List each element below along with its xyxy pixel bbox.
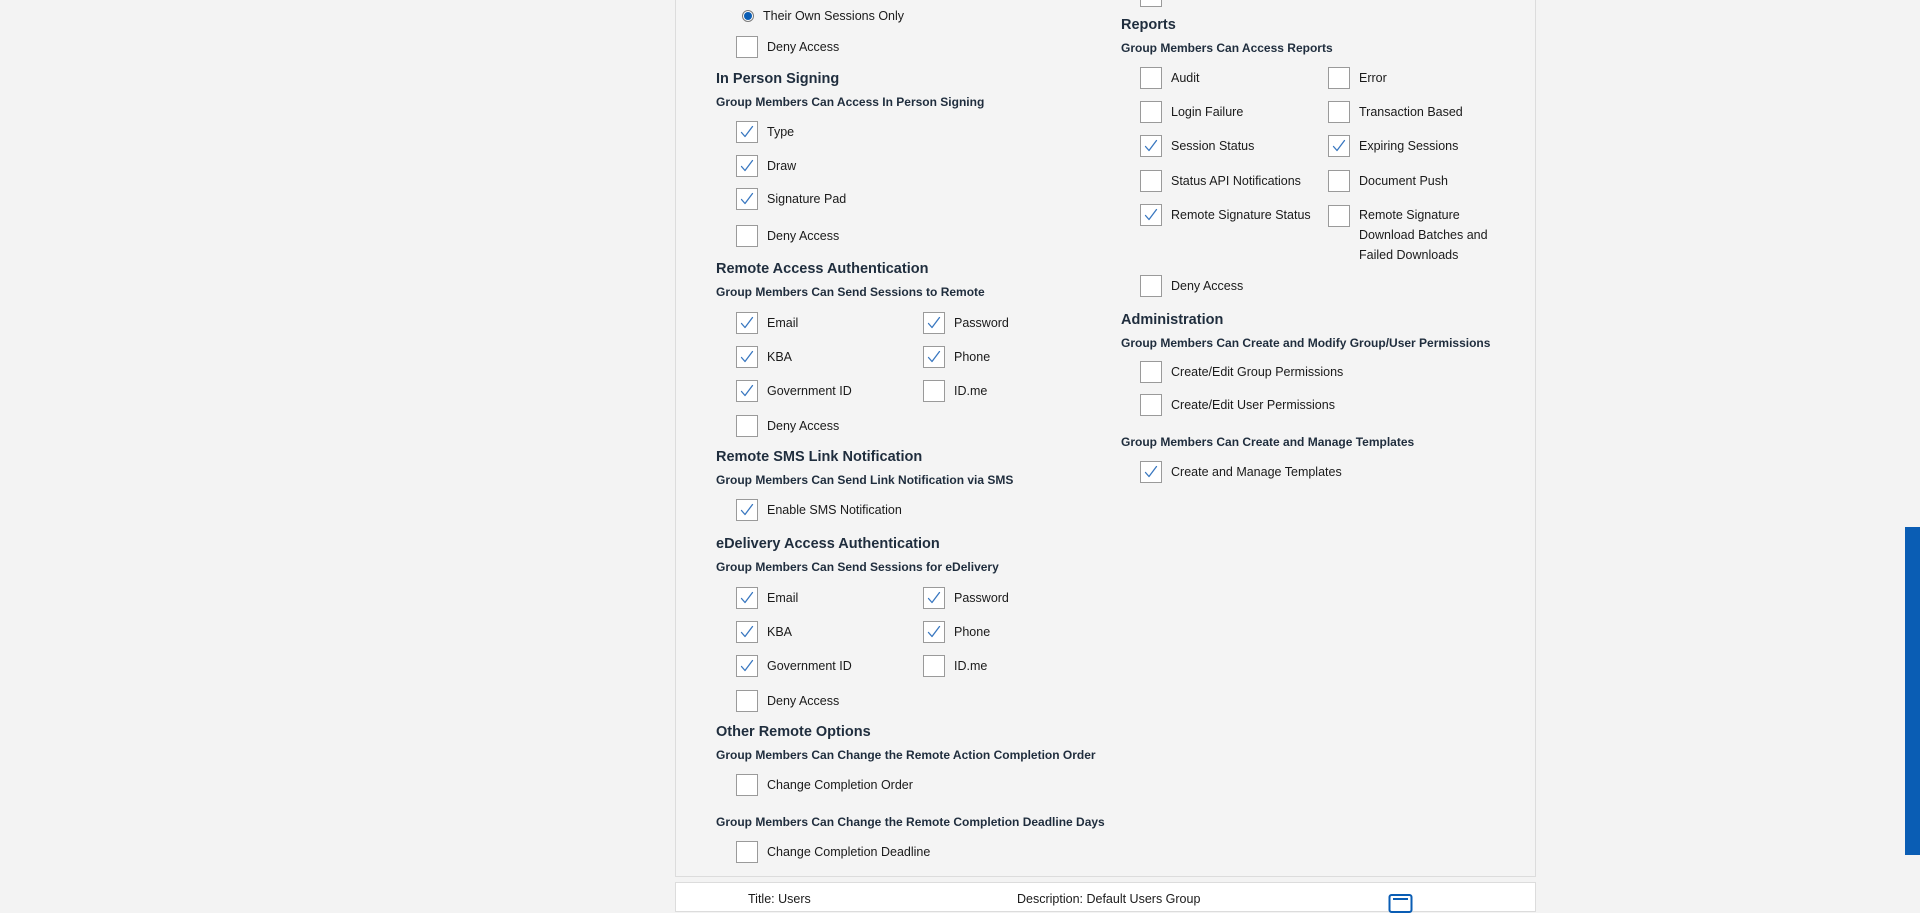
check-icon (926, 624, 942, 640)
checkbox-remote-deny[interactable]: Deny Access (736, 415, 839, 437)
checkbox[interactable] (1140, 0, 1162, 7)
checkbox-change-completion-deadline[interactable]: Change Completion Deadline (736, 841, 930, 863)
check-icon (739, 315, 755, 331)
check-icon (739, 349, 755, 365)
checkbox-report-login-failure[interactable]: Login Failure (1140, 101, 1243, 123)
checkbox-edelivery-phone[interactable]: Phone (923, 621, 990, 643)
check-icon (1143, 207, 1159, 223)
checkbox[interactable] (736, 587, 758, 609)
checkbox[interactable] (1140, 361, 1162, 383)
checkbox-report-deny[interactable]: Deny Access (1140, 275, 1243, 297)
checkbox[interactable] (736, 36, 758, 58)
checkbox-create-edit-group-permissions[interactable]: Create/Edit Group Permissions (1140, 361, 1343, 383)
checkbox-in-person-type[interactable]: Type (736, 121, 794, 143)
check-icon (926, 349, 942, 365)
check-icon (739, 624, 755, 640)
section-title-reports: Reports (1121, 17, 1176, 33)
checkbox-edelivery-email[interactable]: Email (736, 587, 798, 609)
group-description: Description: Default Users Group (1017, 892, 1201, 906)
checkbox-report-expiring-sessions[interactable]: Expiring Sessions (1328, 135, 1458, 157)
checkbox-create-edit-user-permissions[interactable]: Create/Edit User Permissions (1140, 394, 1335, 416)
checkbox[interactable] (736, 621, 758, 643)
checkbox-edelivery-kba[interactable]: KBA (736, 621, 792, 643)
checkbox[interactable] (736, 188, 758, 210)
section-subtitle-reports: Group Members Can Access Reports (1121, 41, 1333, 55)
radio-button[interactable] (742, 10, 754, 22)
check-icon (739, 383, 755, 399)
checkbox-remote-password[interactable]: Password (923, 312, 1009, 334)
checkbox[interactable] (1140, 170, 1162, 192)
checkbox-remote-gov-id[interactable]: Government ID (736, 380, 852, 402)
checkbox-sms-enable[interactable]: Enable SMS Notification (736, 499, 902, 521)
check-icon (739, 502, 755, 518)
section-title-remote-auth: Remote Access Authentication (716, 261, 929, 277)
checkbox[interactable] (736, 655, 758, 677)
checkbox-report-status-api[interactable]: Status API Notifications (1140, 170, 1301, 192)
section-title-in-person: In Person Signing (716, 71, 840, 87)
checkbox[interactable] (1140, 204, 1162, 226)
check-icon (926, 590, 942, 606)
checkbox-cutoff[interactable] (1140, 0, 1171, 7)
checkbox[interactable] (1328, 135, 1350, 157)
checkbox[interactable] (1328, 170, 1350, 192)
checkbox[interactable] (736, 415, 758, 437)
checkbox-access-deny[interactable]: Deny Access (736, 36, 839, 58)
checkbox[interactable] (923, 312, 945, 334)
check-icon (1143, 464, 1159, 480)
checkbox-edelivery-gov-id[interactable]: Government ID (736, 655, 852, 677)
checkbox[interactable] (923, 380, 945, 402)
checkbox[interactable] (736, 841, 758, 863)
checkbox-report-remote-sig-download[interactable]: Remote Signature Download Batches and Failed Downloads (1328, 205, 1494, 265)
checkbox[interactable] (1140, 135, 1162, 157)
checkbox[interactable] (736, 499, 758, 521)
checkbox[interactable] (736, 774, 758, 796)
checkbox[interactable] (1328, 67, 1350, 89)
checkbox[interactable] (1140, 67, 1162, 89)
checkbox-create-manage-templates[interactable]: Create and Manage Templates (1140, 461, 1342, 483)
checkbox[interactable] (1140, 394, 1162, 416)
checkbox[interactable] (923, 346, 945, 368)
checkbox[interactable] (923, 655, 945, 677)
checkbox-in-person-deny[interactable]: Deny Access (736, 225, 839, 247)
group-card-users[interactable] (675, 882, 1536, 912)
radio-own-sessions[interactable] (742, 6, 904, 26)
checkbox-report-session-status[interactable]: Session Status (1140, 135, 1254, 157)
checkbox[interactable] (736, 121, 758, 143)
checkbox[interactable] (736, 155, 758, 177)
checkbox[interactable] (736, 225, 758, 247)
section-subtitle-permissions: Group Members Can Create and Modify Group/User Permissions (1121, 336, 1491, 350)
check-icon (739, 590, 755, 606)
checkbox[interactable] (736, 690, 758, 712)
checkbox[interactable] (736, 346, 758, 368)
checkbox-edelivery-password[interactable]: Password (923, 587, 1009, 609)
section-subtitle-completion-deadline: Group Members Can Change the Remote Completion Deadline Days (716, 815, 1105, 829)
section-title-sms: Remote SMS Link Notification (716, 449, 923, 465)
section-title-other-remote: Other Remote Options (716, 724, 871, 740)
checkbox[interactable] (1140, 101, 1162, 123)
checkbox[interactable] (923, 621, 945, 643)
checkbox-remote-idme[interactable]: ID.me (923, 380, 987, 402)
check-icon (1143, 138, 1159, 154)
checkbox-in-person-pad[interactable]: Signature Pad (736, 188, 846, 210)
section-subtitle-templates: Group Members Can Create and Manage Templates (1121, 435, 1415, 449)
section-subtitle-completion-order: Group Members Can Change the Remote Action Completion Order (716, 748, 1096, 762)
checkbox[interactable] (1140, 461, 1162, 483)
checkbox-edelivery-idme[interactable]: ID.me (923, 655, 987, 677)
checkbox[interactable] (1140, 275, 1162, 297)
edit-icon[interactable] (1388, 893, 1414, 913)
check-icon (739, 658, 755, 674)
checkbox-remote-email[interactable]: Email (736, 312, 798, 334)
check-icon (739, 158, 755, 174)
checkbox[interactable] (1328, 101, 1350, 123)
checkbox[interactable] (1328, 205, 1350, 227)
check-icon (926, 315, 942, 331)
section-title-administration: Administration (1121, 312, 1224, 328)
checkbox-change-completion-order[interactable]: Change Completion Order (736, 774, 913, 796)
checkbox-report-transaction-based[interactable]: Transaction Based (1328, 101, 1463, 123)
checkbox-edelivery-deny[interactable]: Deny Access (736, 690, 839, 712)
check-icon (1331, 138, 1347, 154)
check-icon (739, 191, 755, 207)
section-subtitle-in-person: Group Members Can Access In Person Signing (716, 95, 985, 109)
check-icon (739, 124, 755, 140)
checkbox[interactable] (736, 380, 758, 402)
permissions-panel (675, 0, 1536, 877)
checkbox[interactable] (923, 587, 945, 609)
checkbox-report-document-push[interactable]: Document Push (1328, 170, 1448, 192)
section-subtitle-edelivery: Group Members Can Send Sessions for eDelivery (716, 560, 999, 574)
checkbox-remote-kba[interactable]: KBA (736, 346, 792, 368)
checkbox-report-remote-sig-status[interactable]: Remote Signature Status (1140, 204, 1311, 226)
checkbox-report-error[interactable]: Error (1328, 67, 1387, 89)
section-title-edelivery: eDelivery Access Authentication (716, 536, 940, 552)
section-subtitle-remote-auth: Group Members Can Send Sessions to Remote (716, 285, 985, 299)
checkbox-remote-phone[interactable]: Phone (923, 346, 990, 368)
checkbox[interactable] (736, 312, 758, 334)
checkbox-report-audit[interactable]: Audit (1140, 67, 1200, 89)
group-title: Title: Users (748, 892, 811, 906)
radio-own-sessions-label: Their Own Sessions Only (763, 9, 905, 23)
scrollbar-thumb[interactable] (1905, 527, 1920, 855)
checkbox-in-person-draw[interactable]: Draw (736, 155, 796, 177)
section-subtitle-sms: Group Members Can Send Link Notification via SMS (716, 473, 1014, 487)
